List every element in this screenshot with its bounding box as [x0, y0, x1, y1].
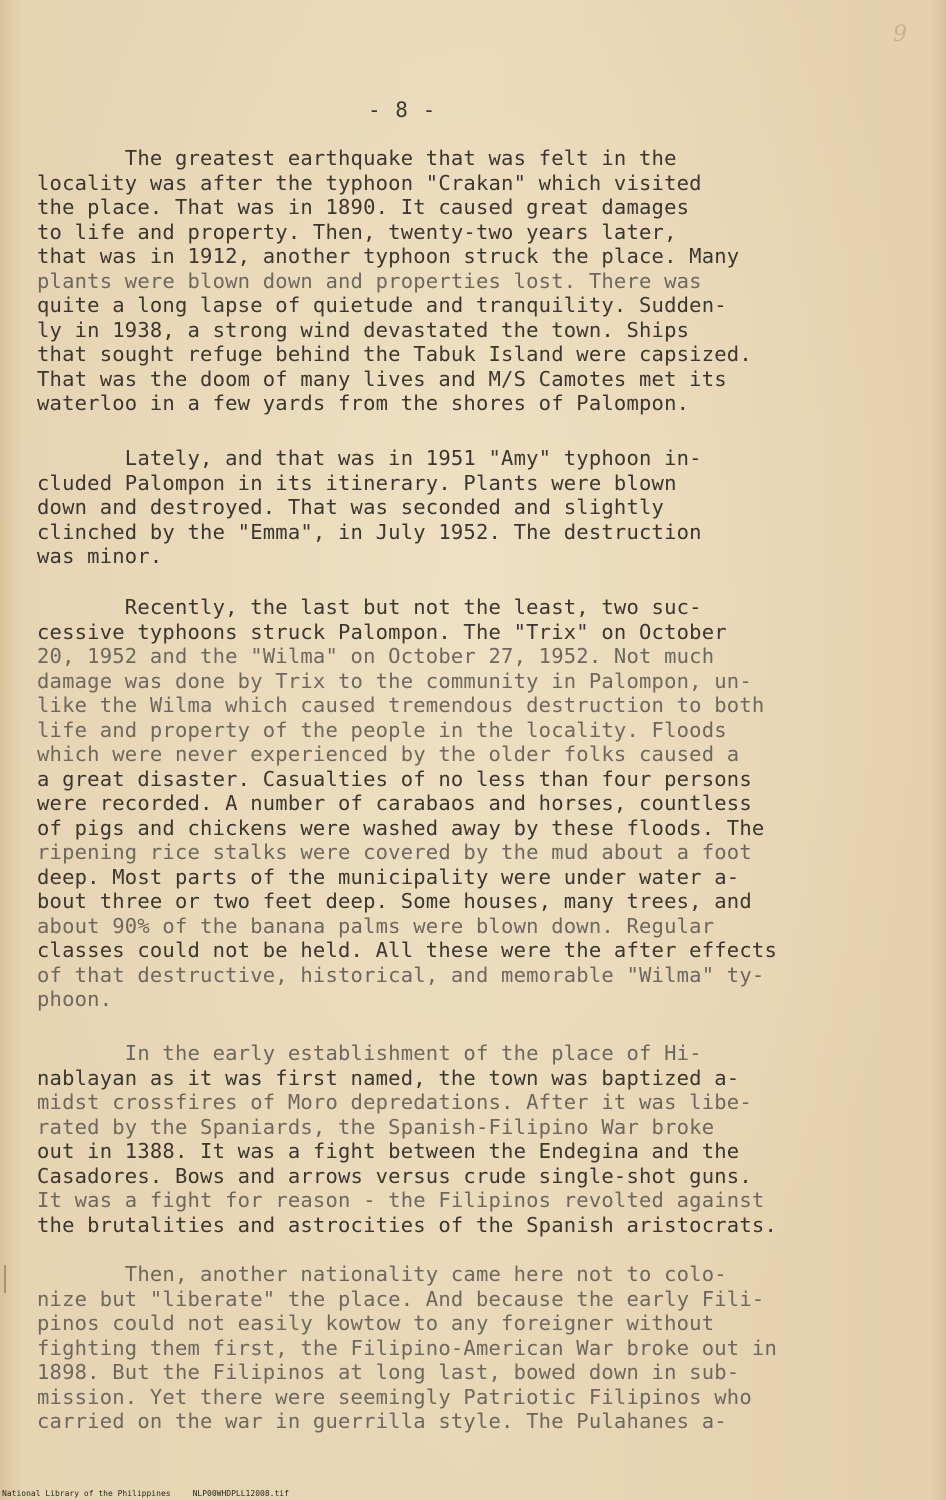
text-line: were recorded. A number of carabaos and horses, countless — [37, 791, 752, 815]
corner-page-mark: 9 — [893, 22, 907, 47]
text-line: about 90% of the banana palms were blown down. Regular — [37, 913, 715, 938]
text-line: cluded Palompon in its itinerary. Plants were blown — [37, 470, 677, 495]
text-line: plants were blown down and properties lost. There was — [37, 268, 702, 293]
margin-mark — [4, 1265, 6, 1293]
text-line: of that destructive, historical, and memorable "Wilma" ty- — [37, 962, 765, 987]
text-line: clinched by the "Emma", in July 1952. The destruction — [37, 519, 702, 544]
text-line: a great disaster. Casualties of no less than four persons — [37, 766, 752, 791]
text-line: In the early establishment of the place of Hi- — [37, 1041, 702, 1065]
text-line: Recently, the last but not the least, two suc- — [37, 595, 702, 619]
text-line: midst crossfires of Moro depredations. After it was libe- — [37, 1090, 752, 1114]
footer-filename: NLP00WHDPLL12008.tif — [192, 1489, 289, 1498]
text-line: the place. That was in 1890. It caused great damages — [37, 195, 690, 219]
text-line: out in 1388. It was a fight between the Endegina and the — [37, 1139, 740, 1163]
text-line: Casadores. Bows and arrows versus crude single-shot guns. — [37, 1163, 752, 1188]
text-line: classes could not be held. All these were the after effects — [37, 938, 777, 962]
text-line: that was in 1912, another typhoon struck the place. Many — [37, 244, 740, 268]
text-line: phoon. — [37, 987, 113, 1011]
text-line: rated by the Spaniards, the Spanish-Filipino War broke — [37, 1114, 715, 1139]
text-line: nablayan as it was first named, the town was baptized a- — [37, 1065, 740, 1090]
text-line: of pigs and chickens were washed away by these floods. The — [37, 815, 765, 840]
paragraph-amy-emma — [37, 446, 917, 569]
text-line: pinos could not easily kowtow to any foreigner without — [37, 1311, 715, 1335]
text-line: fighting them first, the Filipino-American War broke out in — [37, 1335, 777, 1360]
text-line: It was a fight for reason - the Filipinos revolted against — [37, 1188, 765, 1212]
text-line: deep. Most parts of the municipality were under water a- — [37, 864, 740, 889]
paragraph-hinablayan-history — [37, 1041, 917, 1237]
text-line: which were never experienced by the older folks caused a — [37, 742, 740, 766]
text-line: down and destroyed. That was seconded and slightly — [37, 495, 665, 519]
text-line: the brutalities and astrocities of the Spanish aristocrats. — [37, 1212, 777, 1237]
text-line: damage was done by Trix to the community in Palompon, un- — [37, 668, 752, 693]
text-line: was minor. — [37, 544, 163, 568]
scan-footer — [2, 1489, 311, 1498]
text-line: That was the doom of many lives and M/S Camotes met its — [37, 366, 727, 391]
text-line: ripening rice stalks were covered by the mud about a foot — [37, 840, 752, 864]
text-line: bout three or two feet deep. Some houses, many trees, and — [37, 889, 752, 913]
text-line: Lately, and that was in 1951 "Amy" typhoon in- — [37, 446, 702, 470]
text-line: waterloo in a few yards from the shores of Palompon. — [37, 391, 690, 415]
text-line: to life and property. Then, twenty-two years later, — [37, 219, 677, 244]
text-line: locality was after the typhoon "Crakan" which visited — [37, 170, 702, 195]
text-line: mission. Yet there were seemingly Patriotic Filipinos who — [37, 1384, 752, 1409]
text-line: Then, another nationality came here not to colo- — [37, 1262, 727, 1286]
paragraph-filipino-american-war — [37, 1262, 917, 1434]
text-line: life and property of the people in the locality. Floods — [37, 717, 727, 742]
paragraph-earthquake-typhoons — [37, 146, 917, 416]
text-line: 20, 1952 and the "Wilma" on October 27, 1952. Not much — [37, 644, 715, 668]
text-line: cessive typhoons struck Palompon. The "Trix" on October — [37, 619, 727, 644]
text-line: that sought refuge behind the Tabuk Island were capsized. — [37, 342, 752, 366]
text-line: The greatest earthquake that was felt in the — [37, 146, 677, 170]
text-line: nize but "liberate" the place. And because the early Fili- — [37, 1286, 765, 1311]
text-line: quite a long lapse of quietude and tranquility. Sudden- — [37, 293, 727, 317]
text-line: like the Wilma which caused tremendous destruction to both — [37, 693, 765, 717]
text-line: 1898. But the Filipinos at long last, bowed down in sub- — [37, 1360, 740, 1384]
page-number: - 8 - — [368, 98, 437, 122]
footer-library: National Library of the Philippines — [2, 1489, 171, 1498]
text-line: ly in 1938, a strong wind devastated the town. Ships — [37, 317, 690, 342]
paragraph-trix-wilma — [37, 595, 917, 1012]
text-line: carried on the war in guerrilla style. The Pulahanes a- — [37, 1409, 727, 1433]
